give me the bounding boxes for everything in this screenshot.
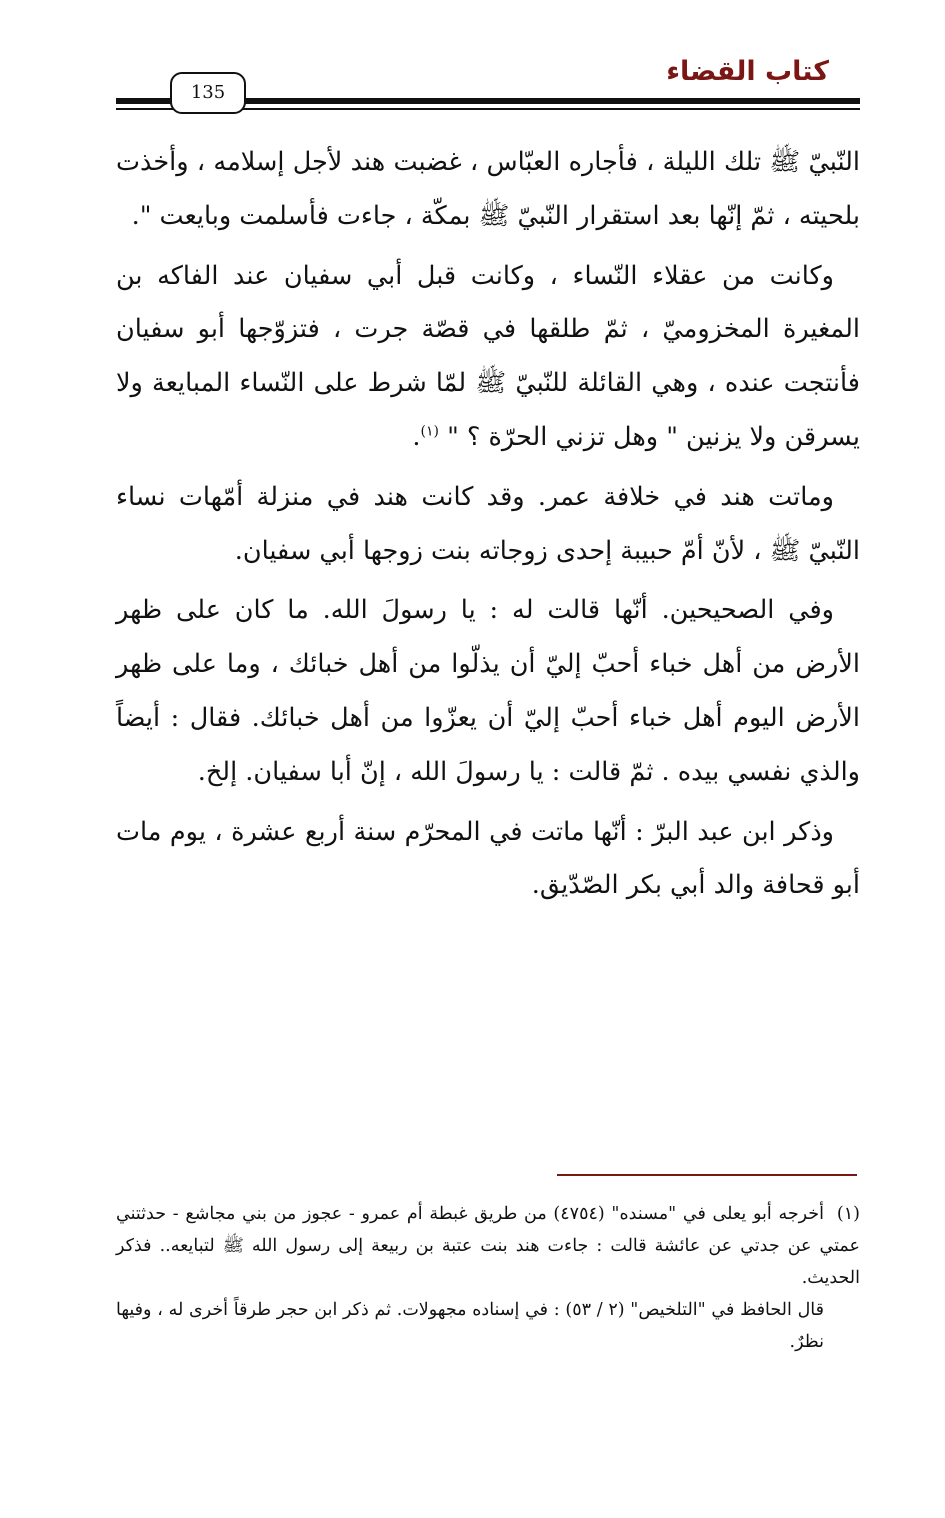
footnote-1-continuation: قال الحافظ في "التلخيص" (٢ / ٥٣) : في إسناده مجهولات. ثم ذكر ابن حجر طرقاً أخرى له ، وفيها نظرٌ. [116, 1300, 825, 1352]
footnotes [116, 1198, 860, 1358]
footnote-1 [116, 1198, 860, 1294]
paragraph-2-text: وكانت من عقلاء النّساء ، وكانت قبل أبي سفيان عند الفاكه بن المغيرة المخزوميّ ، ثمّ طلقها في قصّة جرت ، فتزوّجها أبو سفيان فأنتجت عنده ، وهي القائلة للنّبيّ ﷺ لمّا شرط على النّساء المبايعة ولا يسرقن ولا يزنين " وهل تزني الحرّة ؟ " [116, 260, 860, 452]
main-text [116, 136, 860, 919]
paragraph-3: وماتت هند في خلافة عمر. وقد كانت هند في منزلة أمّهات نساء النّبيّ ﷺ ، لأنّ أمّ حبيبة إحدى زوجاته بنت زوجها أبي سفيان. [116, 481, 860, 566]
footnote-marker: (١) [836, 1204, 860, 1224]
paragraph-5: وذكر ابن عبد البرّ : أنّها ماتت في المحرّم سنة أربع عشرة ، يوم مات أبو قحافة والد أبي بكر الصّدّيق. [116, 816, 860, 901]
footnote-divider [557, 1174, 857, 1176]
footnote-reference[interactable]: (١) [420, 423, 439, 440]
footnote-1-text: أخرجه أبو يعلى في "مسنده" (٤٧٥٤) من طريق غبطة أم عمرو - عجوز من بني مجاشع - حدثتني عمتي عن جدتي عن عائشة قالت : جاءت هند بنت عتبة بن ربيعة إلى رسول الله ﷺ لتبايعه.. فذكر الحديث. [116, 1204, 860, 1288]
chapter-title: كتاب القضاء [666, 56, 829, 87]
paragraph-4: وفي الصحيحين. أنّها قالت له : يا رسولَ الله. ما كان على ظهر الأرض من أهل خباء أحبّ إليّ أن يذلّوا من أهل خبائك ، وما على ظهر الأرض اليوم أهل خباء أحبّ إليّ أن يعزّوا من أهل خبائك. فقال : أيضاً والذي نفسي بيده . ثمّ قالت : يا رسولَ الله ، إنّ أبا سفيان. إلخ. [116, 595, 860, 787]
paragraph-2 [116, 250, 860, 465]
page-number: 135 [170, 72, 246, 114]
paragraph-1: النّبيّ ﷺ تلك الليلة ، فأجاره العبّاس ، غضبت هند لأجل إسلامه ، وأخذت بلحيته ، ثمّ إنّها بعد استقرار النّبيّ ﷺ بمكّة ، جاءت فأسلمت وبايعت ". [116, 147, 860, 231]
paragraph-2-end: . [412, 421, 421, 452]
